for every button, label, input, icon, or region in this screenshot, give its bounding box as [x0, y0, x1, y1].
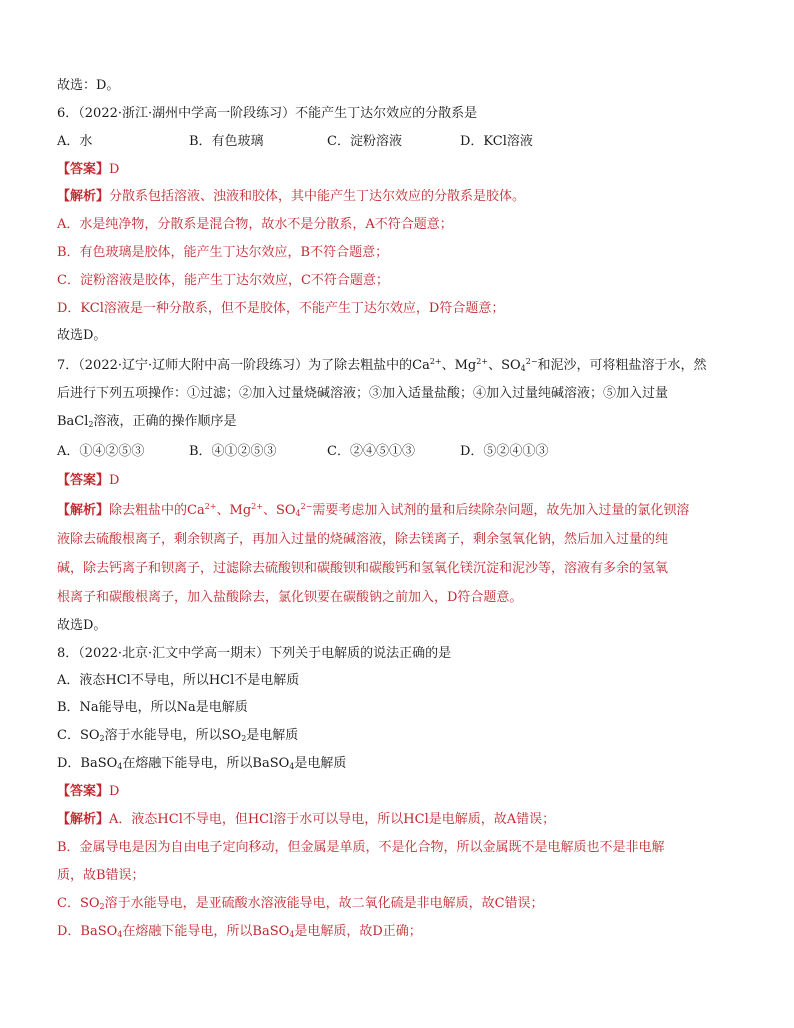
q6-options [57, 133, 754, 151]
subscript: 4 [289, 762, 295, 771]
charge-superscript: 2+ [429, 357, 442, 366]
q7-stem-text: 溶液，正确的操作顺序是 [93, 414, 237, 429]
subscript: 4 [520, 364, 526, 373]
q8-analysis-line-2: B．金属导电是因为自由电子定向移动，但金属是单质，不是化合物，所以金属既不是电解质也不是非电解 [57, 840, 665, 855]
analysis-label: 【解析】 [57, 189, 110, 204]
subscript: 2 [241, 734, 247, 743]
q6-option-c: C．淀粉溶液 [327, 134, 402, 149]
analysis-text: 分散系包括溶液、浊液和胶体，其中能产生丁达尔效应的分散系是胶体。 [109, 189, 526, 204]
q8-stem: 8．（2022·北京·汇文中学高一期末）下列关于电解质的说法正确的是 [57, 646, 452, 661]
option-text: C．SO [57, 728, 100, 743]
analysis-text: 在熔融下能导电，所以BaSO [122, 924, 290, 939]
answer-value: D [109, 162, 120, 177]
charge-superscript: 2+ [251, 502, 263, 511]
q6-option-a: A．水 [57, 134, 93, 149]
q7-analysis-line-4: 根离子和碳酸根离子，加入盐酸除去，氯化钡要在碳酸钠之前加入，D符合题意。 [57, 590, 523, 605]
analysis-text: D．BaSO [57, 924, 118, 939]
q7-stem-line-3 [57, 413, 754, 431]
q7-option-b: B．④①②⑤③ [189, 444, 277, 459]
analysis-text: 溶于水能导电，是亚硫酸水溶液能导电，故二氧化硫是非电解质，故C错误； [104, 896, 544, 911]
subscript: 2 [99, 902, 105, 911]
analysis-text: 、SO [262, 503, 296, 518]
q6-analysis-line-b: B．有色玻璃是胶体，能产生丁达尔效应，B不符合题意； [57, 245, 389, 260]
charge-superscript: 2− [300, 502, 313, 511]
answer-value: D [109, 473, 120, 488]
answer-label: 【答案】 [57, 162, 110, 177]
q8-option-b: B．Na能导电，所以Na是电解质 [57, 700, 248, 715]
q7-answer [57, 472, 754, 490]
q6-option-d: D．KCl溶液 [460, 134, 533, 149]
q7-stem-text: 7．（2022·辽宁·辽师大附中高一阶段练习）为了除去粗盐中的Ca [57, 358, 430, 373]
q7-analysis-line-3: 碱，除去钙离子和钡离子，过滤除去硫酸钡和碳酸钡和碳酸钙和氢氧化镁沉淀和泥沙等，溶液有多余的氢氧 [57, 561, 669, 576]
q8-analysis-line-3: 质，故B错误； [57, 868, 145, 883]
option-text: 溶于水能导电，所以SO [104, 728, 242, 743]
subscript: 4 [295, 509, 301, 518]
analysis-text: A．液态HCl不导电，但HCl溶于水可以导电，所以HCl是电解质，故A错误； [109, 812, 556, 827]
q8-analysis-line-5 [57, 923, 754, 941]
q7-stem-text: 、Mg [441, 358, 477, 373]
q8-option-a: A．液态HCl不导电，所以HCl不是电解质 [57, 673, 300, 688]
q6-answer [57, 161, 754, 179]
subscript: 4 [117, 930, 123, 939]
option-text: 是电解质 [246, 728, 299, 743]
q6-option-b: B．有色玻璃 [189, 134, 264, 149]
q6-analysis-line-d: D．KCl溶液是一种分散系，但不是胶体，不能产生丁达尔效应，D符合题意； [57, 301, 505, 316]
q8-analysis-line-1 [57, 811, 754, 829]
q7-conclusion: 故选D。 [57, 618, 107, 633]
analysis-text: 除去粗盐中的Ca [109, 503, 205, 518]
q7-option-a: A．①④②⑤③ [57, 444, 145, 459]
q7-stem-line-2: 后进行下列五项操作：①过滤；②加入过量烧碱溶液；③加入适量盐酸；④加入过量纯碱溶液；⑤加入过量 [57, 386, 669, 401]
q6-stem: 6．（2022·浙江·湖州中学高一阶段练习）不能产生丁达尔效应的分散系是 [57, 106, 478, 121]
q7-analysis-line-1 [57, 502, 754, 520]
subscript: 4 [117, 762, 123, 771]
analysis-text: 是电解质，故D正确； [294, 924, 422, 939]
q7-stem-text: 、SO [488, 358, 521, 373]
analysis-label: 【解析】 [57, 812, 110, 827]
q7-stem-text: 和泥沙，可将粗盐溶于水，然 [537, 358, 707, 373]
analysis-label: 【解析】 [57, 503, 110, 518]
q8-analysis-line-4 [57, 895, 754, 913]
charge-superscript: 2+ [476, 357, 489, 366]
analysis-text: 、Mg [216, 503, 252, 518]
option-text: D．BaSO [57, 756, 118, 771]
q7-option-d: D．⑤②④①③ [460, 444, 549, 459]
subscript: 2 [99, 734, 105, 743]
q6-conclusion: 故选D。 [57, 328, 107, 343]
analysis-text: C．SO [57, 896, 100, 911]
option-text: 是电解质 [294, 756, 347, 771]
subscript: 4 [289, 930, 295, 939]
answer-label: 【答案】 [57, 473, 110, 488]
charge-superscript: 2− [525, 357, 538, 366]
option-text: 在熔融下能导电，所以BaSO [122, 756, 290, 771]
q7-stem-line-1 [57, 357, 754, 375]
q8-option-c [57, 727, 754, 745]
charge-superscript: 2+ [204, 502, 217, 511]
q6-analysis-line-c: C．淀粉溶液是胶体，能产生丁达尔效应，C不符合题意； [57, 273, 389, 288]
q5-conclusion: 故选：D。 [57, 78, 120, 93]
q6-analysis-line-a: A．水是纯净物，分散系是混合物，故水不是分散系，A不符合题意； [57, 217, 453, 232]
analysis-text: 需要考虑加入试剂的量和后续除杂问题，故先加入过量的氯化钡溶 [312, 503, 690, 518]
answer-label: 【答案】 [57, 784, 110, 799]
q7-option-c: C．②④⑤①③ [327, 444, 415, 459]
answer-value: D [109, 784, 120, 799]
q6-analysis [57, 188, 754, 206]
q7-analysis-line-2: 液除去硫酸根离子，剩余钡离子，再加入过量的烧碱溶液，除去镁离子，剩余氢氧化钠，然后加入过量的纯 [57, 532, 669, 547]
q7-stem-text: BaCl [57, 414, 89, 429]
subscript: 2 [88, 420, 94, 429]
q7-options [57, 443, 754, 461]
q8-option-d [57, 755, 754, 773]
q8-answer [57, 783, 754, 801]
